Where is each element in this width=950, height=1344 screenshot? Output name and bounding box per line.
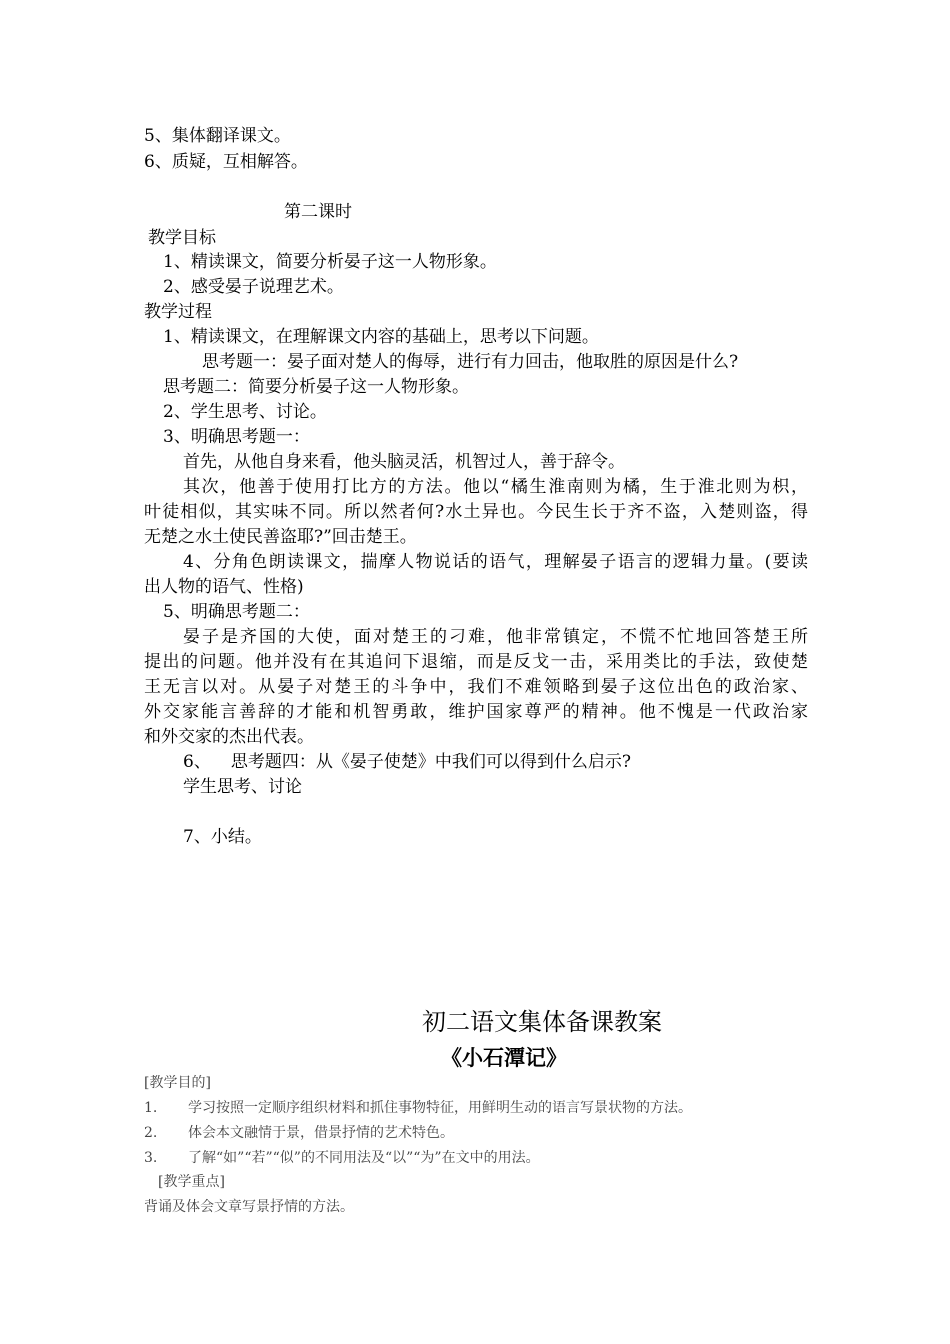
question-2: 思考题二：简要分析晏子这一人物形象。 xyxy=(163,377,469,397)
answer-b-line-4: 外交家能言善辞的才能和机智勇敢，维护国家尊严的精神。他不愧是一代政治家 xyxy=(144,702,808,722)
answer-b-line-5: 和外交家的杰出代表。 xyxy=(144,727,314,747)
process-step-4-line-1: 4、分角色朗读课文，揣摩人物说话的语气，理解晏子语言的逻辑力量。(要读 xyxy=(183,552,808,572)
plan-goal-2-text: 体会本文融情于景，借景抒情的艺术特色。 xyxy=(188,1125,454,1141)
plan-goal-3 xyxy=(144,1148,540,1168)
answer-2-line-3: 无楚之水土使民善盗耶?”回击楚王。 xyxy=(144,527,417,547)
goals-label: 教学目标 xyxy=(148,228,216,248)
step-5-line: 5、集体翻译课文。 xyxy=(144,126,291,146)
plan-goals-label: [教学目的] xyxy=(144,1075,211,1091)
plan-goal-3-text: 了解“如”“若”“似”的不同用法及“以”“为”在文中的用法。 xyxy=(188,1150,540,1166)
plan-goal-3-number: 3. xyxy=(144,1150,158,1166)
process-step-3: 3、明确思考题一： xyxy=(163,427,310,447)
process-step-1: 1、精读课文，在理解课文内容的基础上，思考以下问题。 xyxy=(163,327,599,347)
plan-goal-2 xyxy=(144,1123,454,1143)
process-step-5: 5、明确思考题二： xyxy=(163,602,310,622)
answer-b-line-3: 王无言以对。从晏子对楚王的斗争中，我们不难领略到晏子这位出色的政治家、 xyxy=(144,677,808,697)
step-6-number: 6、 xyxy=(183,752,211,772)
answer-2-line-1: 其次，他善于使用打比方的方法。他以“橘生淮南则为橘，生于淮北则为枳， xyxy=(183,477,808,497)
process-step-7: 7、小结。 xyxy=(183,827,262,847)
question-4: 思考题四：从《晏子使楚》中我们可以得到什么启示? xyxy=(230,752,631,772)
plan-goal-1-text: 学习按照一定顺序组织材料和抓住事物特征，用鲜明生动的语言写景状物的方法。 xyxy=(188,1100,692,1116)
step-6-line: 6、质疑，互相解答。 xyxy=(144,152,308,172)
plan-key-label: [教学重点] xyxy=(158,1174,225,1190)
answer-1: 首先，从他自身来看，他头脑灵活，机智过人，善于辞令。 xyxy=(183,452,625,472)
plan-goal-1 xyxy=(144,1098,692,1118)
process-step-6 xyxy=(183,750,631,774)
lesson-heading: 第二课时 xyxy=(284,202,352,222)
answer-b-line-1: 晏子是齐国的大使，面对楚王的刁难，他非常镇定，不慌不忙地回答楚王所 xyxy=(183,627,808,647)
step-6-discussion: 学生思考、讨论 xyxy=(183,777,302,797)
plan-goal-1-number: 1. xyxy=(144,1100,158,1116)
answer-b-line-2: 提出的问题。他并没有在其追问下退缩，而是反戈一击，采用类比的手法，致使楚 xyxy=(144,652,808,672)
question-1: 思考题一：晏子面对楚人的侮辱，进行有力回击，他取胜的原因是什么? xyxy=(202,352,739,372)
answer-2-line-2: 叶徒相似，其实味不同。所以然者何?水土异也。今民生长于齐不盗，入楚则盗，得 xyxy=(144,502,808,522)
process-label: 教学过程 xyxy=(144,302,212,322)
goal-2: 2、感受晏子说理艺术。 xyxy=(163,277,344,297)
plan-subtitle: 《小石潭记》 xyxy=(441,1045,567,1070)
plan-key-text: 背诵及体会文章写景抒情的方法。 xyxy=(144,1199,354,1215)
plan-title: 初二语文集体备课教案 xyxy=(422,1008,662,1036)
plan-goal-2-number: 2. xyxy=(144,1125,158,1141)
process-step-2: 2、学生思考、讨论。 xyxy=(163,402,327,422)
process-step-4-line-2: 出人物的语气、性格) xyxy=(144,577,304,597)
goal-1: 1、精读课文，简要分析晏子这一人物形象。 xyxy=(163,252,497,272)
